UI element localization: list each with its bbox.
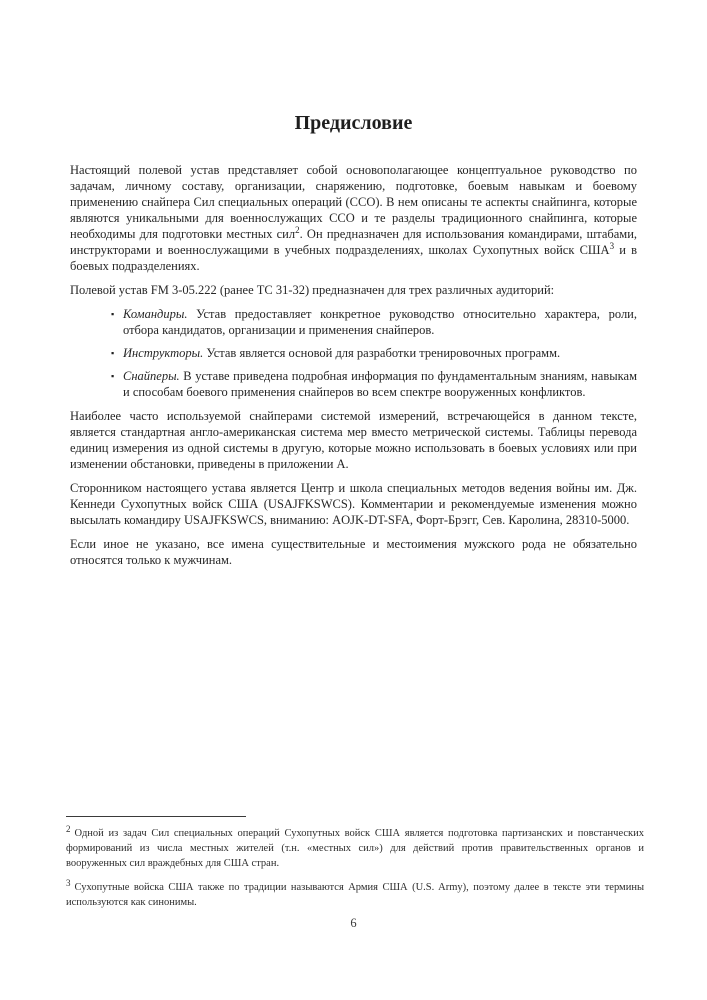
paragraph-proponent: Сторонником настоящего устава является Центр и школа специальных методов ведения войны им. Дж. Кеннеди Сухопутных войск США (USAJFKSWCS). Комментарии и рекомендуемые изменения можно высылать командиру USAJFKSWCS, вниманию: AOJK-DT-SFA, Форт-Брэгг, Сев. Каролина, 28310-5000. — [70, 481, 637, 527]
footnote-3-text: Сухопутные войска США также по традиции называются Армия США (U.S. Army), поэтому далее в тексте эти термины используются как синонимы. — [66, 882, 644, 908]
list-item-lead: Снайперы. — [123, 369, 180, 383]
bullet-icon: ▪ — [111, 309, 115, 319]
footnote-2-text: Одной из задач Сил специальных операций Сухопутных войск США является подготовка партизанских и повстанческих формирований из числа местных жителей (т.н. «местных сил») для действий против правительственных органов и вооруженных сил враждебных для США стран. — [66, 828, 644, 869]
paragraph-intro-text-3: и в боевых подразделениях. — [70, 243, 637, 273]
list-item-commanders — [70, 306, 637, 338]
footnote-2-number: 2 — [66, 823, 71, 834]
paragraph-gender-note: Если иное не указано, все имена существительные и местоимения мужского рода не обязательно относятся только к мужчинам. — [70, 537, 637, 567]
paragraph-measurement-system: Наиболее часто используемой снайперами системой измерений, встречающейся в данном тексте, является стандартная англо-американская система мер вместо метрической системы. Таблицы перевода единиц измерения из одной системы в другую, которые можно использовать в боевых условиях или при изменении обстановки, приведены в приложении А. — [70, 409, 637, 471]
list-item-text: Устав является основой для разработки тренировочных программ. — [203, 346, 561, 360]
footnote-2 — [66, 823, 644, 871]
paragraph-intro-text-1: Настоящий полевой устав представляет собой основополагающее концептуальное руководство по задачам, личному составу, организации, снаряжению, подготовке, боевым навыкам и боевому применению снайпера Сил специальных операций (ССО). В нем описаны те аспекты снайпинга, которые являются уникальными для военнослужащих ССО и те разделы традиционного снайпинга, которые необходимы для подготовки местных сил — [70, 163, 637, 241]
footnote-3-number: 3 — [66, 877, 71, 888]
bullet-icon: ▪ — [111, 371, 115, 381]
footnotes-section — [66, 816, 644, 919]
main-text-block — [70, 112, 637, 576]
footnote-3 — [66, 877, 644, 910]
list-item-lead: Инструкторы. — [123, 346, 204, 360]
list-item-snipers — [70, 368, 637, 400]
list-item-text: Устав предоставляет конкретное руководство относительно характера, роли, отбора кандидатов, организации и применения снайперов. — [123, 307, 637, 337]
audience-list — [70, 306, 637, 400]
page-number: 6 — [350, 916, 357, 930]
page-title: Предисловие — [294, 112, 413, 134]
list-item-instructors — [70, 345, 637, 361]
paragraph-intro — [70, 162, 637, 274]
list-item-lead: Командиры. — [123, 307, 188, 321]
paragraph-intro-text-2: . Он предназначен для использования командирами, штабами, инструкторами и военнослужащими в учебных подразделениях, школах Сухопутных войск США — [70, 227, 638, 257]
paragraph-audiences-lead: Полевой устав FM 3-05.222 (ранее TC 31-32) предназначен для трех различных аудиторий: — [70, 283, 555, 297]
footnote-separator — [66, 816, 246, 817]
footnote-ref-3: 3 — [609, 240, 615, 251]
list-item-text: В уставе приведена подробная информация по фундаментальным знаниям, навыкам и способам боевого применения снайперов во всем спектре вооруженных конфликтов. — [123, 369, 637, 399]
footnote-ref-2: 2 — [295, 224, 300, 235]
bullet-icon: ▪ — [111, 348, 115, 358]
